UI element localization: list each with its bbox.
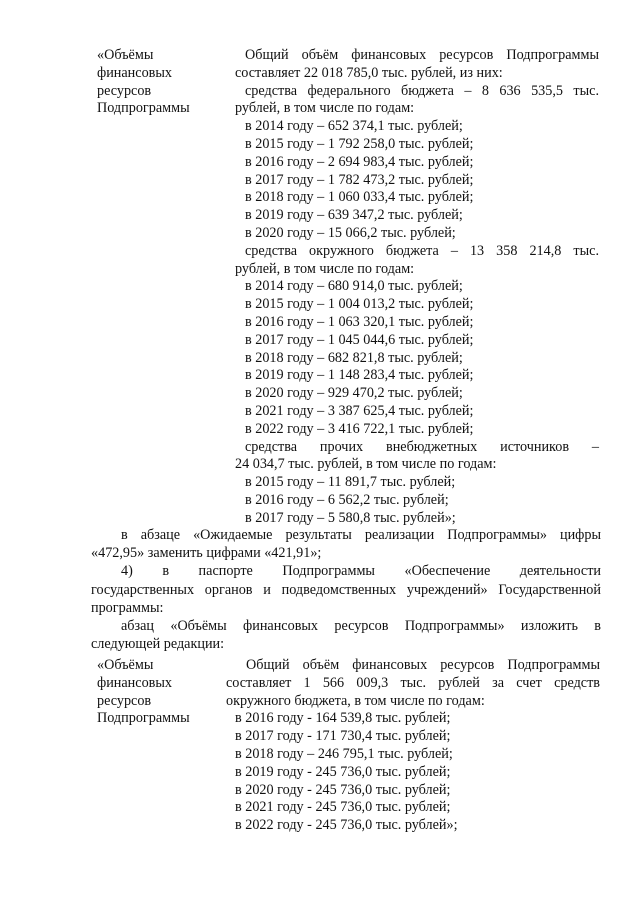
funding-line: в 2016 году – 6 562,2 тыс. рублей; xyxy=(245,491,449,508)
funding-line: в 2016 году – 2 694 983,4 тыс. рублей; xyxy=(245,153,474,170)
funding-line: в 2021 году - 245 736,0 тыс. рублей; xyxy=(235,799,451,816)
funding-line: в 2019 году – 639 347,2 тыс. рублей; xyxy=(245,207,463,224)
funding-line: в 2017 году – 1 782 473,2 тыс. рублей; xyxy=(245,171,474,188)
funding-line: в 2016 году – 1 063 320,1 тыс. рублей; xyxy=(245,313,474,330)
funding-line: в 2015 году – 1 004 013,2 тыс. рублей; xyxy=(245,296,474,313)
funding-line: в 2015 году – 11 891,7 тыс. рублей; xyxy=(245,474,456,491)
funding-line: рублей, в том числе по годам: xyxy=(235,260,415,277)
paragraph-line: 4) в паспорте Подпрограммы «Обеспечение деятельности xyxy=(121,563,601,580)
amendment-paragraphs xyxy=(91,527,601,654)
funding-line: в 2022 году - 245 736,0 тыс. рублей»; xyxy=(235,817,458,834)
funding-line: средства прочих внебюджетных источников – xyxy=(245,438,599,455)
funding-details-1 xyxy=(235,47,599,528)
funding-line: рублей, в том числе по годам: xyxy=(235,100,415,117)
funding-line: Общий объём финансовых ресурсов Подпрограммы xyxy=(245,47,599,63)
paragraph-line: следующей редакции: xyxy=(91,636,225,653)
funding-details-2 xyxy=(226,657,600,835)
funding-line: в 2018 году – 682 821,8 тыс. рублей; xyxy=(245,349,463,366)
funding-line: в 2018 году – 1 060 033,4 тыс. рублей; xyxy=(245,189,474,206)
funding-line: в 2020 году – 15 066,2 тыс. рублей; xyxy=(245,224,456,241)
funding-line: в 2015 году – 1 792 258,0 тыс. рублей; xyxy=(245,135,474,152)
funding-line: Общий объём финансовых ресурсов Подпрограммы xyxy=(246,657,600,673)
paragraph-line: абзац «Объёмы финансовых ресурсов Подпрограммы» изложить в xyxy=(121,617,601,634)
funding-line: в 2021 году – 3 387 625,4 тыс. рублей; xyxy=(245,402,474,419)
funding-line: в 2017 году – 1 045 044,6 тыс. рублей; xyxy=(245,331,474,348)
funding-label-2: «Объёмы финансовых ресурсов Подпрограммы xyxy=(97,657,190,727)
funding-line: окружного бюджета, в том числе по годам: xyxy=(226,692,485,709)
funding-line: средства федерального бюджета – 8 636 535,5 тыс. xyxy=(245,82,599,99)
funding-line: в 2019 году - 245 736,0 тыс. рублей; xyxy=(235,763,451,780)
funding-line: составляет 1 566 009,3 тыс. рублей за счет средств xyxy=(226,674,600,691)
funding-line: 24 034,7 тыс. рублей, в том числе по годам: xyxy=(235,456,497,473)
funding-label-1: «Объёмы финансовых ресурсов Подпрограммы xyxy=(97,47,190,117)
funding-line: в 2020 году – 929 470,2 тыс. рублей; xyxy=(245,385,463,402)
funding-line: в 2017 году – 5 580,8 тыс. рублей»; xyxy=(245,509,456,526)
paragraph-line: в абзаце «Ожидаемые результаты реализации Подпрограммы» цифры xyxy=(121,527,601,543)
funding-line: в 2014 году – 652 374,1 тыс. рублей; xyxy=(245,118,463,135)
funding-line: в 2022 году – 3 416 722,1 тыс. рублей; xyxy=(245,420,474,437)
funding-line: в 2019 году – 1 148 283,4 тыс. рублей; xyxy=(245,367,474,384)
funding-line: средства окружного бюджета – 13 358 214,8 тыс. xyxy=(245,242,599,259)
paragraph-line: «472,95» заменить цифрами «421,91»; xyxy=(91,545,322,562)
funding-line: в 2020 году - 245 736,0 тыс. рублей; xyxy=(235,781,451,798)
funding-line: в 2016 году - 164 539,8 тыс. рублей; xyxy=(235,710,451,727)
funding-line: составляет 22 018 785,0 тыс. рублей, из них: xyxy=(235,64,503,81)
funding-line: в 2014 году – 680 914,0 тыс. рублей; xyxy=(245,278,463,295)
paragraph-line: государственных органов и подведомственных учреждений» Государственной xyxy=(91,581,601,598)
funding-line: в 2018 году – 246 795,1 тыс. рублей; xyxy=(235,745,453,762)
funding-line: в 2017 году - 171 730,4 тыс. рублей; xyxy=(235,728,451,745)
paragraph-line: программы: xyxy=(91,599,164,616)
